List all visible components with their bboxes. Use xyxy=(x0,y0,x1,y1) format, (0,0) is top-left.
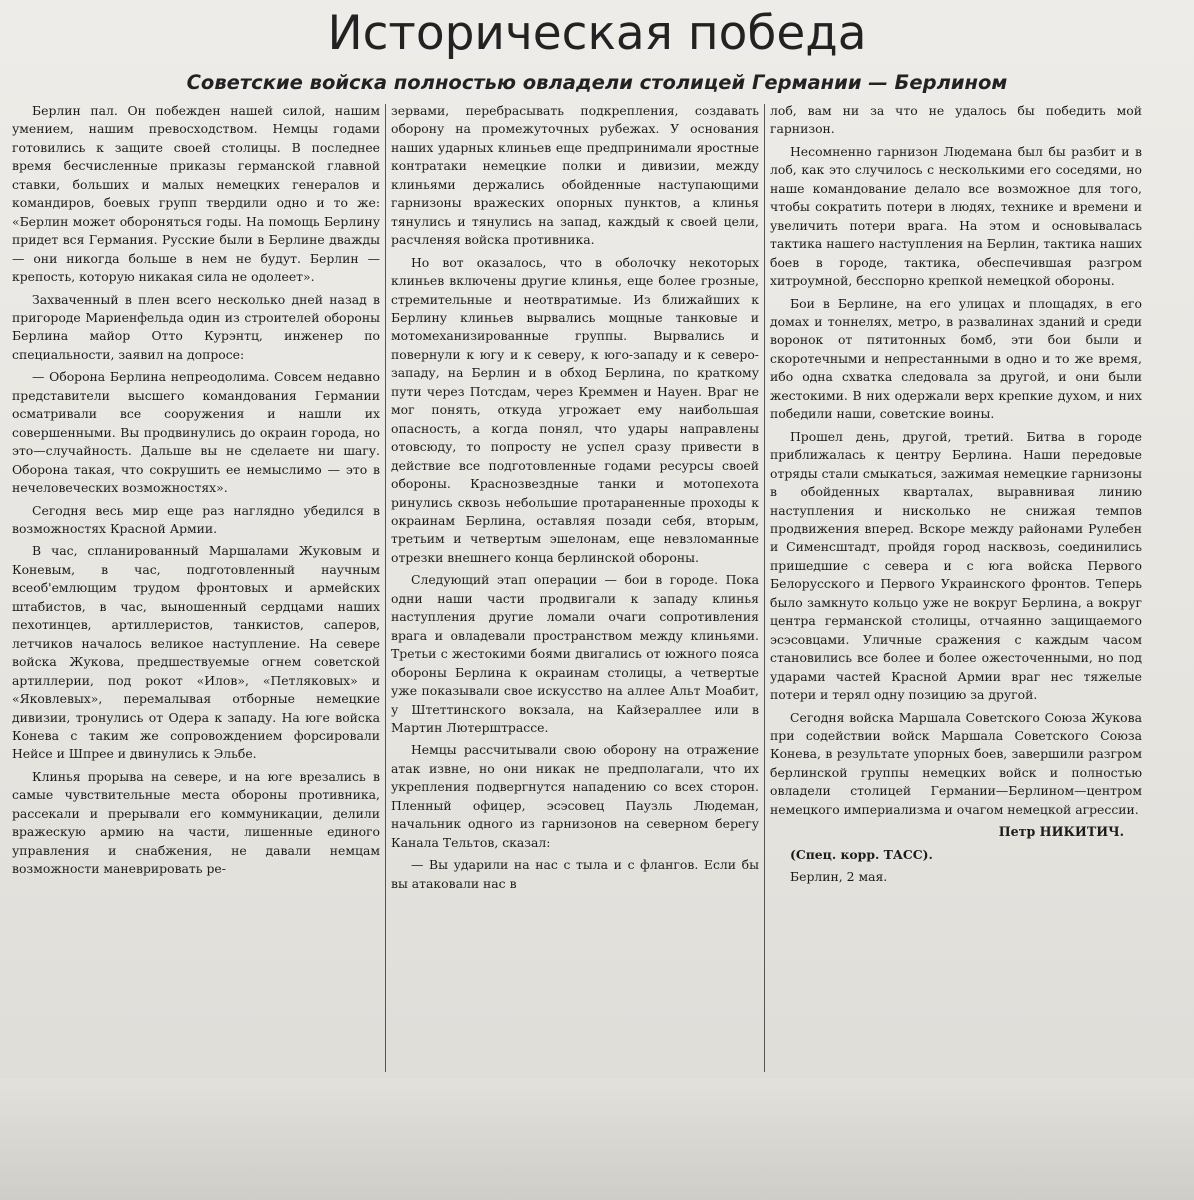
article-paragraph: — Оборона Берлина непреодолима. Совсем недавно представители высшего командования Германии осматривали все сооружения и нашли их совершенными. Вы продвинулись до окраин города, но это—случайность. Дальше вы не сделаете ни шагу. Оборона такая, что сокрушить ее немыслимо — это в нечеловеческих возможностях». xyxy=(12,369,380,496)
article-paragraph: Бои в Берлине, на его улицах и площадях, в его домах и тоннелях, метро, в развалинах зданий и среди воронок от пятитонных бомб, эти бои были и скоротечными и непрестанными в одно и то же время, ибо одна схватка следовала за другой, и они были жестокими. В них одержали верх крепкие духом, и них победили наши, советские воины. xyxy=(770,295,1142,422)
article-paragraph: В час, спланированный Маршалами Жуковым и Коневым, в час, подготовленный научным всеоб'емлющим трудом фронтовых и армейских штабистов, в час, выношенный сердцами наших пехотинцев, артиллеристов, танкистов, саперов, летчиков началось великое наступление. На севере войска Жукова, предшествуемые огнем советской артиллерии, под рокот «Илов», «Петляковых» и «Яковлевых», перемалывая отборные немецкие дивизии, тронулись от Одера к западу. На юге войска Конева с таким же сопровождением форсировали Нейсе и Шпрее и двинулись к Эльбе. xyxy=(12,543,380,762)
article-paragraph: Немцы рассчитывали свою оборону на отражение атак извне, но они никак не предполагали, что их укрепления подвергнутся нападению со всех сторон. Пленный офицер, эсэсовец Паузль Людеман, начальник одного из гарнизонов на северном берегу Канала Тельтов, сказал: xyxy=(391,742,759,850)
dateline: Берлин, 2 мая. xyxy=(790,869,888,885)
subheadline: Советские войска полностью овладели столицей Германии — Берлином xyxy=(186,71,1008,94)
article-paragraph: Захваченный в плен всего несколько дней назад в пригороде Мариенфельда один из строителей обороны Берлина майор Отто Курэнтц, инженер по специальности, заявил на допросе: xyxy=(12,291,380,362)
source-credit: (Спец. корр. ТАСС). xyxy=(790,846,933,862)
article-paragraph: Сегодня войска Маршала Советского Союза Жукова при содействии войск Маршала Советского Союза Конева, в результате упорных боев, завершили разгром берлинской группы немецких войск и полностью овладели столицей Германии—Берлином—центром немецкого империализма и очагом немецкой агрессии. xyxy=(770,709,1142,817)
article-column-1 xyxy=(12,102,380,1074)
article-paragraph: зервами, перебрасывать подкрепления, создавать оборону на промежуточных рубежах. У основания наших ударных клиньев еще предпринимали яростные контратаки немецкие полки и дивизии, между клиньями держались обойденные наступающими гарнизоны вражеских опорных пунктов, а клинья тянулись и тянулись на запад, каждый к своей цели, расчленяя войска противника. xyxy=(391,103,759,248)
article-paragraph: Несомненно гарнизон Людемана был бы разбит и в лоб, как это случилось с несколькими его соседями, но наше командование делало все возможное для того, чтобы сократить потери в людях, технике и времени и увеличить потери врага. На этом и основывалась тактика нашего наступления на Берлин, тактика наших боев в городе, тактика, обеспечившая разгром хитроумной, бесспорно крепкой немецкой обороны. xyxy=(770,143,1142,289)
page-bottom-margin xyxy=(0,1078,1194,1200)
article-paragraph: Берлин пал. Он побежден нашей силой, нашим умением, нашим превосходством. Немцы годами готовились к защите своей столицы. В последнее время бесчисленные приказы германской главной ставки, больших и малых немецких генералов и командиров, боевых групп твердили одно и то же: «Берлин может обороняться годы. На помощь Берлину придет вся Германия. Русские были в Берлине дважды — они никогда больше в нем не будут. Берлин — крепость, которую никакая сила не одолеет». xyxy=(12,103,380,285)
article-paragraph: Клинья прорыва на севере, и на юге врезались в самые чувствительные места обороны противника, рассекали и прерывали его коммуникации, делили вражескую армию на части, лишенные единого управления и снабжения, не давали немцам возможности маневрировать ре- xyxy=(12,768,380,877)
article-paragraph: — Вы ударили на нас с тыла и с флангов. Если бы вы атаковали нас в xyxy=(391,857,759,891)
article-paragraph: лоб, вам ни за что не удалось бы победить мой гарнизон. xyxy=(770,103,1142,137)
author-signature: Петр НИКИТИЧ. xyxy=(998,824,1124,840)
article-paragraph: Следующий этап операции — бои в городе. Пока одни наши части продвигали к западу клинья наступления другие ломали очаги сопротивления врага и овладевали пространством между клиньями. Третьи с жестокими боями двигались от южного пояса обороны Берлина к окраинам столицы, а четвертые уже показывали свое искусство на аллее Альт Моабит, у Штеттинского вокзала, на Кайзераллее или в Мартин Лютерштрассе. xyxy=(391,572,759,735)
article-column-3 xyxy=(770,102,1142,1074)
headline: Историческая победа xyxy=(327,6,867,61)
column-rule xyxy=(385,104,386,1072)
article-paragraph: Сегодня весь мир еще раз наглядно убедился в возможностях Красной Армии. xyxy=(12,502,380,536)
column-rule xyxy=(764,104,765,1072)
article-paragraph: Но вот оказалось, что в оболочку некоторых клиньев включены другие клинья, еще более грозные, стремительные и неотвратимые. Из ближайших к Берлину клиньев вырвались мощные танковые и мотомеханизированные группы. Вырвались и повернули к югу и к северу, к юго-западу и к северо-западу, на Берлин и в обход Берлина, по краткому пути через Потсдам, через Креммен и Науен. Враг не мог понять, откуда угрожает ему наибольшая опасность, а когда понял, что удары направлены отовсюду, то попросту не успел сразу привести в действие все подготовленные годами ресурсы своей обороны. Краснозвездные танки и мотопехота ринулись сквозь небольшие протараненные проходы к окраинам Берлина, оставляя позади себя, вторым, третьим и четвертым эшелонам, еще невзломанные отрезки внешнего конца берлинской обороны. xyxy=(391,254,759,565)
article-paragraph: Прошел день, другой, третий. Битва в городе приближалась к центру Берлина. Наши передовые отряды стали смыкаться, зажимая немецкие гарнизоны в обойденных кварталах, выравнивая линию наступления и нисколько не снижая темпов продвижения вперед. Вскоре между районами Рулебен и Сименсштадт, пройдя город насквозь, соединились пришедшие с севера и с юга войска Первого Белорусского и Первого Украинского фронтов. Теперь было замкнуто кольцо уже не вокруг Берлина, а вокруг центра германской столицы, отчаянно защищаемого эсэсовцами. Уличные сражения с каждым часом становились все более и более ожесточенными, но под ударами частей Красной Армии враг нес тяжелые потери и терял одну позицию за другой. xyxy=(770,428,1142,703)
article-column-2 xyxy=(391,102,759,1074)
